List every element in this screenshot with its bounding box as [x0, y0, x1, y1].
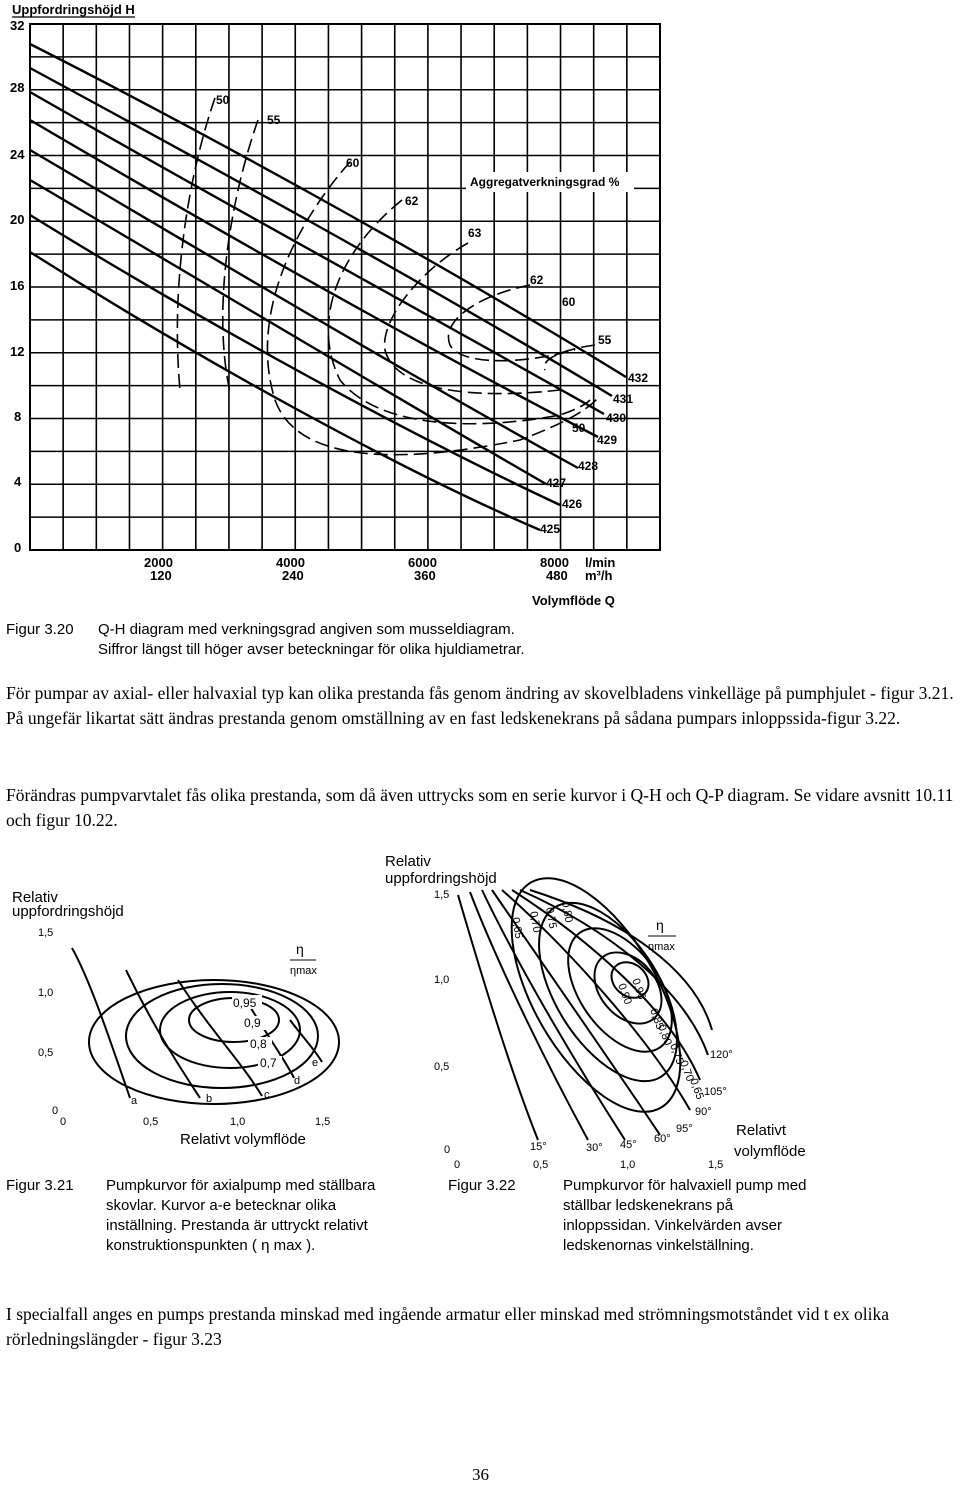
y-tick: 0,5: [434, 1061, 450, 1073]
angle-label: 95°: [676, 1123, 693, 1135]
curve-label: c: [264, 1089, 270, 1101]
y-tick: 12: [10, 344, 25, 359]
curve-label: 432: [628, 371, 649, 385]
x-tick-m3h: 360: [414, 568, 436, 583]
fig321-curve-labels: [131, 1057, 318, 1107]
curve-label: 430: [606, 411, 627, 425]
curve-label: 429: [597, 433, 618, 447]
fig322-y-title-2: uppfordringshöjd: [385, 870, 497, 887]
eff-label: 60: [346, 156, 360, 170]
curve-label: a: [131, 1095, 138, 1107]
fig322-eta-max: ηmax: [648, 941, 675, 953]
eff-label: 50: [216, 93, 230, 107]
contour-label: 0,70: [527, 910, 543, 934]
contour-label: 0,75: [543, 906, 559, 930]
fig321-y-title-2: uppfordringshöjd: [12, 903, 124, 920]
fig322-x-title-2: volymflöde: [734, 1143, 806, 1160]
fig321-eta: η: [296, 941, 304, 957]
y-tick: 1,5: [434, 889, 450, 901]
fig321-x-ticks: [60, 1116, 330, 1128]
eff-label: 63: [468, 226, 482, 240]
page-number: 36: [472, 1465, 489, 1484]
y-tick: 32: [10, 18, 25, 33]
fig322-y-ticks: [434, 889, 450, 1156]
x-tick-lmin: 6000: [408, 555, 437, 570]
fig320-gridlines: [30, 24, 660, 550]
caption-line: Siffror längst till höger avser beteckningar för olika hjuldiametrar.: [98, 641, 525, 658]
contour-label: 0,80: [559, 900, 575, 924]
curve-label: b: [206, 1093, 213, 1105]
curve-label: d: [294, 1075, 301, 1087]
fig320-efficiency-title: Aggregatverkningsgrad %: [470, 175, 620, 189]
caption-number: Figur 3.22: [448, 1177, 516, 1194]
x-tick-m3h: 240: [282, 568, 304, 583]
caption-line: Q-H diagram med verkningsgrad angiven som musseldiagram.: [98, 621, 515, 638]
angle-label: 60°: [654, 1133, 671, 1145]
curve-label: 425: [540, 522, 561, 536]
fig322-angle-labels: [530, 1049, 733, 1154]
paragraph: Förändras pumpvarvtalet fås olika prestanda, som då även uttrycks som en serie kurvor i Q-H och Q-P diagram. Se vidare avsnitt 10.11 och figur 10.22.: [6, 785, 954, 830]
contour-label: 0,75: [667, 1041, 686, 1067]
x-tick: 1,0: [230, 1116, 246, 1128]
x-tick: 0,5: [143, 1116, 159, 1128]
y-tick: 0,5: [38, 1047, 54, 1059]
fig321-x-title: Relativt volymflöde: [180, 1131, 306, 1148]
y-tick: 0: [444, 1144, 451, 1156]
contour-label: 0,9: [244, 1016, 261, 1030]
fig320-x-ticks: [144, 555, 615, 608]
x-tick-lmin: 8000: [540, 555, 569, 570]
paragraph: För pumpar av axial- eller halvaxial typ kan olika prestanda fås genom ändring av skovelbladens vinkelläge på pumphjulet - figur 3.21. På ungefär likartat sätt ändras prestanda genom omställning av en fast ledskenekrans på sådana pumpars inloppssida-figur 3.22.: [6, 683, 954, 728]
curve-label: 427: [546, 476, 567, 490]
curve-label: 428: [578, 459, 599, 473]
caption-number: Figur 3.20: [6, 621, 74, 638]
figure-3-22-halfaxial-pump: [385, 850, 840, 1175]
y-tick: 16: [10, 278, 25, 293]
x-tick: 1,5: [315, 1116, 331, 1128]
x-tick: 1,0: [620, 1159, 636, 1171]
x-tick-m3h: 120: [150, 568, 172, 583]
eff-label: 55: [267, 113, 281, 127]
fig321-caption: [6, 1176, 416, 1256]
caption-number: Figur 3.21: [6, 1177, 74, 1194]
y-tick: 1,0: [38, 987, 54, 999]
angle-label: 45°: [620, 1139, 637, 1151]
eff-label: 62: [530, 273, 544, 287]
contour-label: 0,8: [250, 1037, 267, 1051]
contour-label: 0,80: [655, 1022, 674, 1048]
y-tick: 28: [10, 80, 25, 95]
contour-label: 0,85: [647, 1006, 666, 1032]
unit-m3h: m³/h: [585, 568, 613, 583]
fig321-y-ticks: [38, 927, 58, 1117]
fig321-y-title-1: Relativ: [12, 889, 58, 906]
x-tick: 0,5: [533, 1159, 549, 1171]
eff-label: 60: [562, 295, 576, 309]
angle-label: 30°: [586, 1142, 603, 1154]
fig322-caption: [448, 1176, 928, 1256]
contour-label: 0,65: [687, 1076, 706, 1102]
x-tick: 0: [454, 1159, 461, 1171]
x-tick-m3h: 480: [546, 568, 568, 583]
y-tick: 8: [14, 409, 22, 424]
fig322-x-title-1: Relativt: [736, 1122, 787, 1139]
figure-3-20-qh-diagram: [0, 0, 960, 615]
y-tick: 1,5: [38, 927, 54, 939]
contour-label: 0,7: [260, 1056, 277, 1070]
contour-label: 0,70: [677, 1058, 696, 1084]
angle-label: 90°: [695, 1106, 712, 1118]
angle-label: 120°: [710, 1049, 733, 1061]
caption-text: Pumpkurvor för axialpump med ställbara skovlar. Kurvor a-e betecknar olika inställning. Prestanda är uttryckt relativt konstruktionspunkten ( η max ).: [106, 1177, 376, 1254]
angle-label: 15°: [530, 1141, 547, 1153]
angle-label: 105°: [704, 1086, 727, 1098]
curve-label: 426: [562, 497, 583, 511]
x-tick: 1,5: [708, 1159, 724, 1171]
figure-3-21-axial-pump: [0, 850, 440, 1170]
x-tick: 0: [60, 1116, 67, 1128]
y-tick: 0: [14, 540, 22, 555]
y-tick: 20: [10, 212, 25, 227]
eff-label: 62: [405, 194, 419, 208]
closing-paragraph: I specialfall anges en pumps prestanda minskad med ingående armatur eller minskad med strömningsmotståndet vid t ex olika rörledningslängder - figur 3.23: [6, 1304, 890, 1349]
fig322-y-title-1: Relativ: [385, 853, 431, 870]
eff-label: 55: [598, 333, 612, 347]
fig320-y-ticks: [10, 18, 25, 555]
fig320-x-axis-title: Volymflöde Q: [532, 593, 615, 608]
unit-lmin: l/min: [585, 555, 616, 570]
contour-label: 0,90: [615, 981, 634, 1007]
fig320-y-axis-title: Uppfordringshöjd H: [12, 2, 135, 17]
contour-label: 0,95: [233, 996, 257, 1010]
contour-label: 0,95: [629, 976, 648, 1002]
fig321-efficiency-contours: [89, 980, 339, 1104]
y-tick: 1,0: [434, 974, 450, 986]
y-tick: 4: [14, 474, 22, 489]
fig321-eta-max: ηmax: [290, 965, 317, 977]
curve-label: 431: [613, 392, 634, 406]
fig322-eta: η: [656, 917, 664, 933]
contour-label: 0,65: [509, 916, 525, 940]
fig322-x-ticks: [454, 1159, 723, 1171]
fig320-caption: [6, 620, 946, 660]
caption-text: Pumpkurvor för halvaxiell pump med ställbar ledskenekrans på inloppssidan. Vinkelvärden avser ledskenornas vinkelställning.: [563, 1177, 807, 1254]
eff-label: 50: [572, 421, 586, 435]
fig321-contour-labels: [232, 995, 282, 1070]
x-tick-lmin: 4000: [276, 555, 305, 570]
y-tick: 0: [52, 1105, 59, 1117]
x-tick-lmin: 2000: [144, 555, 173, 570]
curve-label: e: [312, 1057, 319, 1069]
y-tick: 24: [10, 147, 25, 162]
